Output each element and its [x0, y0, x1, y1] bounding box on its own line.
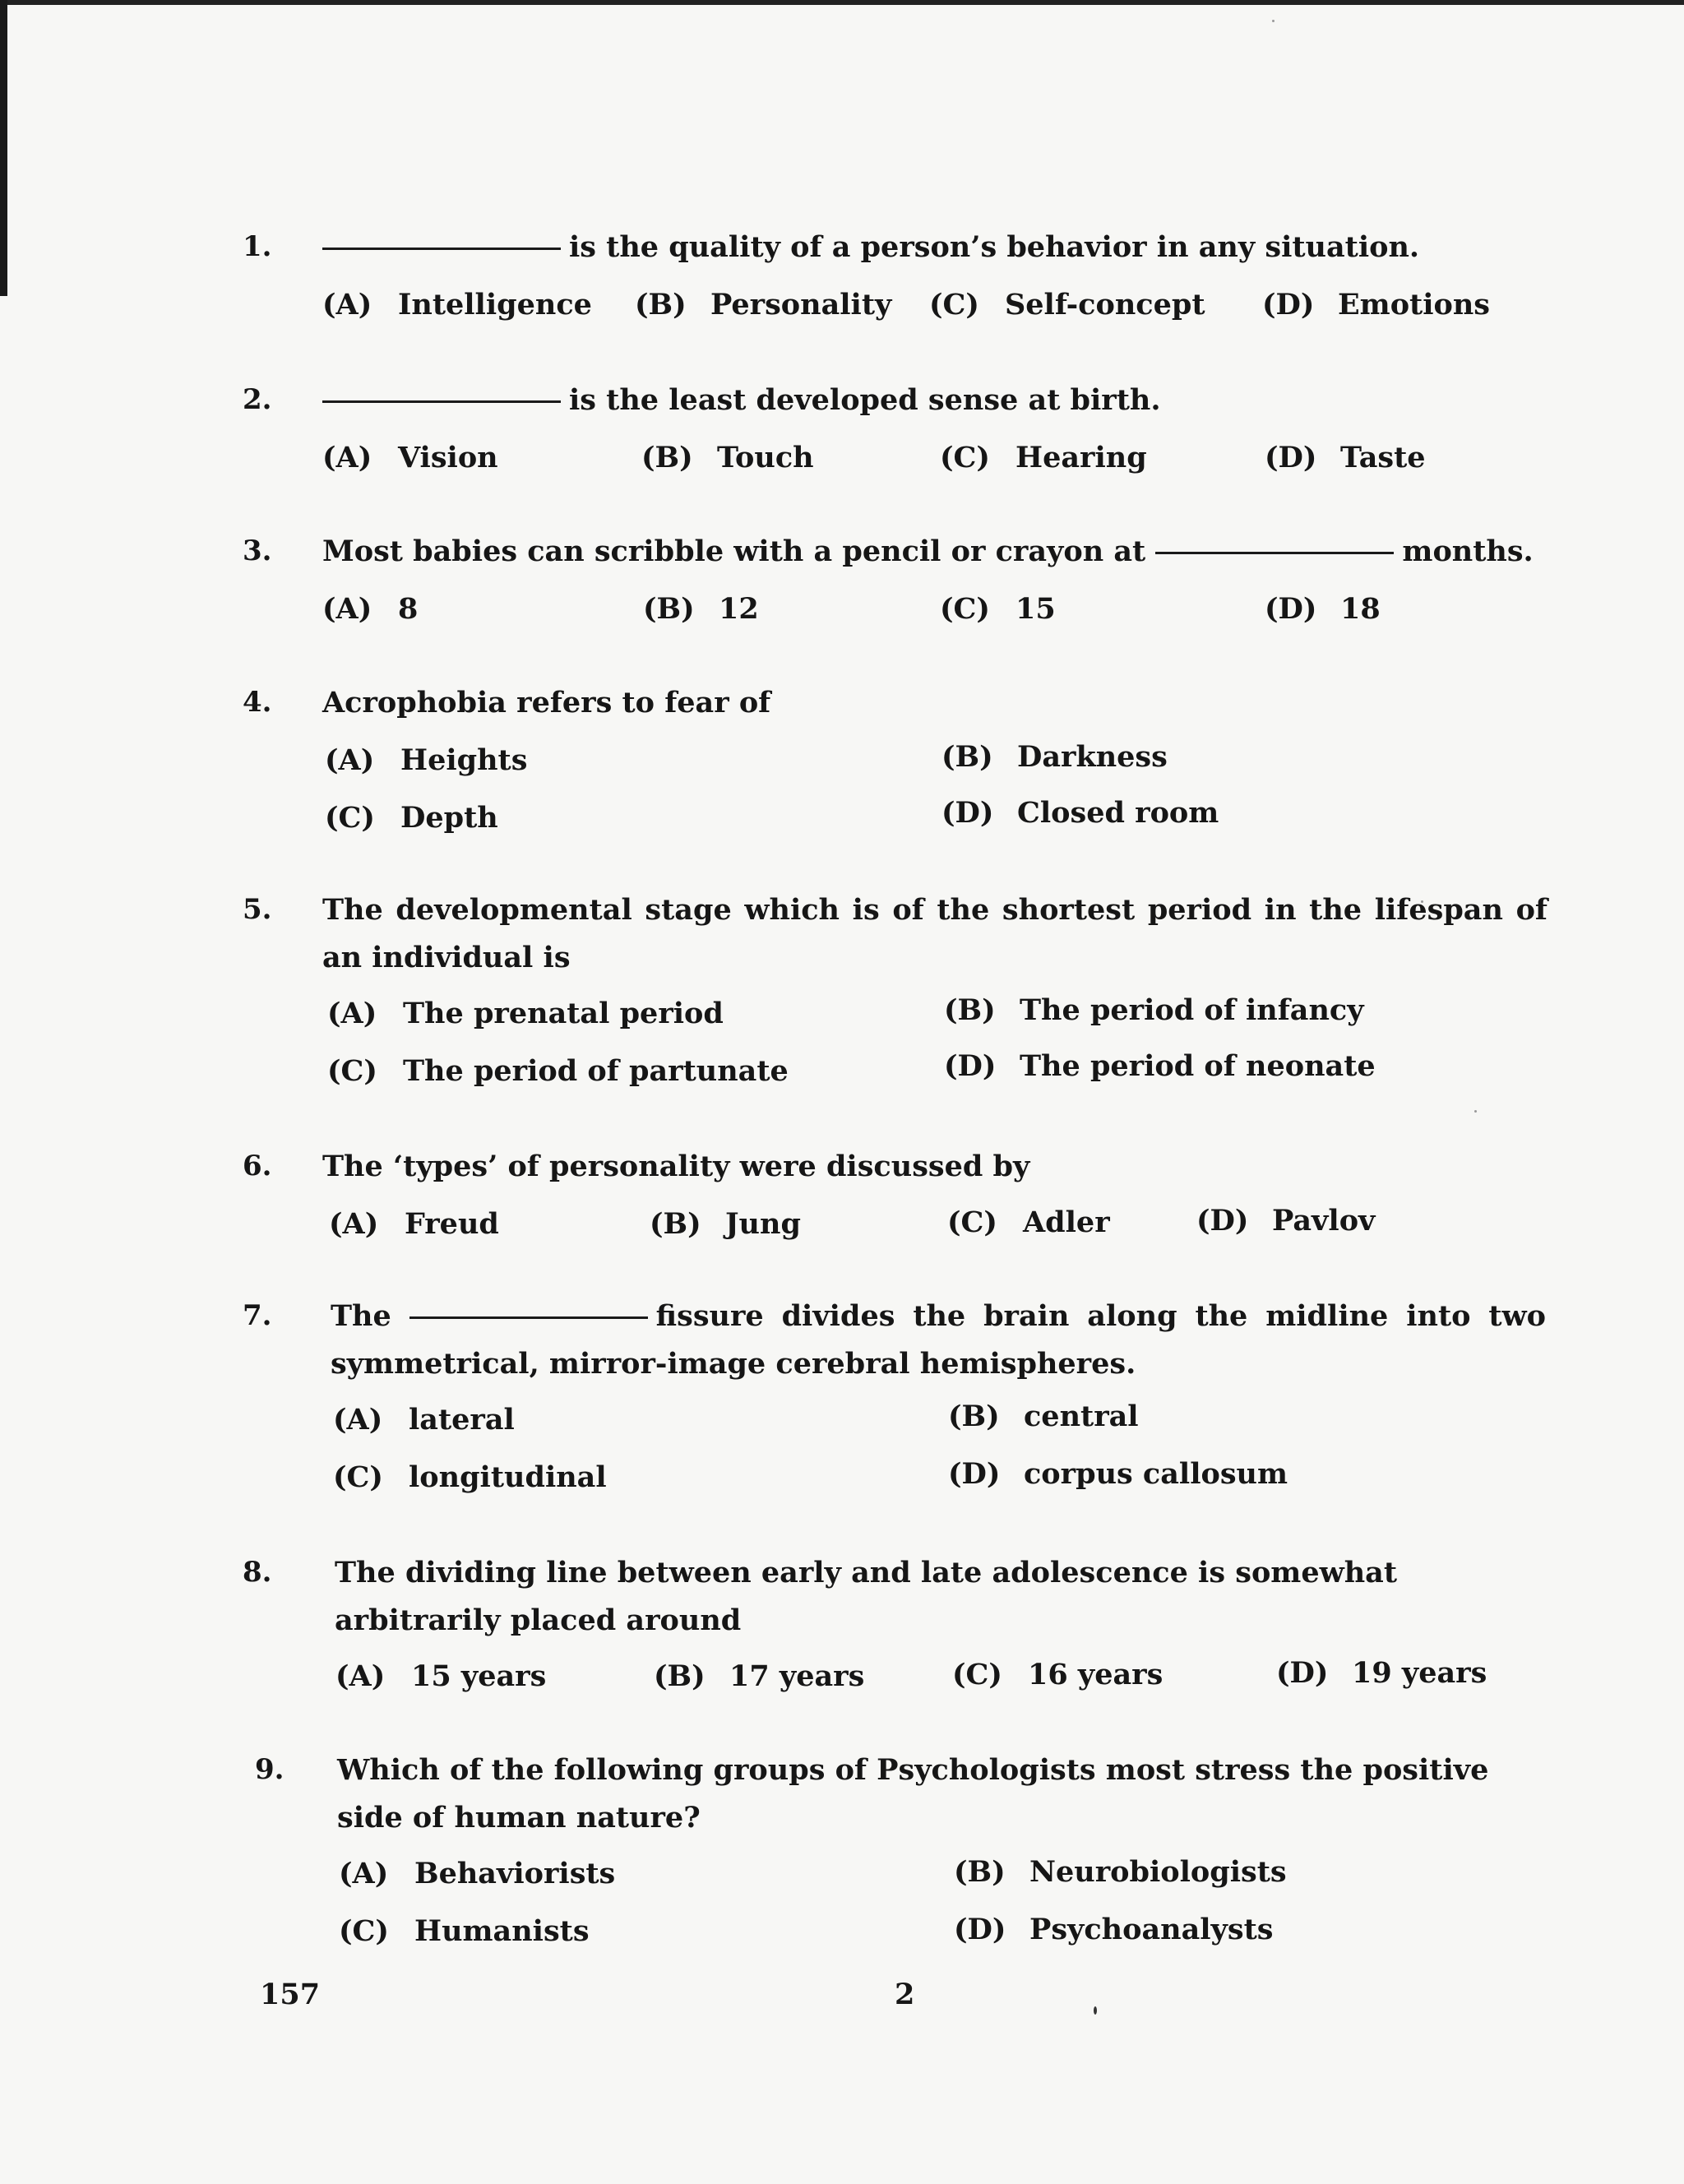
question-number: 1. — [243, 230, 272, 263]
question-stem: The developmental stage which is of the shortest period in the lifespan of an individual is — [322, 893, 1548, 974]
question-number: 2. — [243, 383, 272, 416]
option-c: (C) Self-concept — [929, 288, 1205, 322]
scan-speck — [1272, 20, 1275, 22]
question-number: 7. — [243, 1299, 272, 1332]
option-c: (C) Hearing — [940, 441, 1147, 474]
fill-blank — [322, 400, 561, 403]
option-b: (B) Neurobiologists — [954, 1855, 1287, 1889]
option-c: (C) longitudinal — [333, 1460, 607, 1494]
option-c: (C) Depth — [325, 801, 498, 835]
option-b: (B) Touch — [641, 441, 814, 474]
option-d: (D) 18 — [1265, 592, 1381, 626]
scan-mark — [1094, 2006, 1097, 2015]
question-number: 5. — [243, 893, 272, 926]
option-b: (B) 17 years — [654, 1659, 865, 1693]
question-number: 8. — [243, 1556, 272, 1589]
option-c: (C) 16 years — [952, 1658, 1164, 1691]
option-a: (A) lateral — [333, 1403, 515, 1437]
option-b: (B) The period of infancy — [944, 993, 1364, 1027]
fill-blank — [322, 248, 561, 250]
question-stem: The fissure divides the brain along the midline into two symmetrical, mirror-image cerebral hemispheres. — [331, 1299, 1547, 1381]
scan-top-edge — [0, 0, 1684, 5]
option-a: (A) 8 — [322, 592, 419, 626]
option-d: (D) The period of neonate — [944, 1049, 1376, 1083]
option-b: (B) Jung — [650, 1207, 801, 1241]
fill-blank — [1155, 552, 1394, 554]
question-stem: is the quality of a person’s behavior in any situation. — [322, 224, 1548, 271]
option-d: (D) Taste — [1265, 441, 1426, 474]
option-c: (C) 15 — [940, 592, 1056, 626]
scan-left-edge — [0, 0, 7, 296]
option-b: (B) 12 — [643, 592, 759, 626]
question-stem: Most babies can scribble with a pencil or crayon at months. — [322, 534, 1534, 568]
fill-blank — [409, 1316, 648, 1319]
option-a: (A) Heights — [325, 743, 528, 777]
option-a: (A) Behaviorists — [339, 1857, 616, 1890]
option-d: (D) Psychoanalysts — [954, 1913, 1274, 1946]
option-c: (C) Adler — [947, 1205, 1110, 1239]
question-stem: Acrophobia refers to fear of — [322, 686, 771, 720]
question-stem: Which of the following groups of Psychologists most stress the positive side of human nature? — [337, 1753, 1489, 1835]
option-a: (A) 15 years — [335, 1659, 547, 1693]
option-a: (A) Intelligence — [322, 288, 592, 322]
option-c: (C) Humanists — [339, 1914, 590, 1948]
option-b: (B) Personality — [635, 288, 892, 322]
scan-speck — [1474, 1110, 1477, 1113]
option-b: (B) central — [948, 1400, 1139, 1433]
question-number: 9. — [255, 1753, 285, 1786]
option-d: (D) corpus callosum — [948, 1457, 1288, 1491]
question-stem: The ‘types’ of personality were discussed by — [322, 1150, 1030, 1183]
option-d: (D) Closed room — [941, 796, 1219, 830]
question-number: 4. — [243, 686, 272, 719]
question-number: 6. — [243, 1150, 272, 1182]
question-number: 3. — [243, 534, 272, 567]
option-d: (D) Emotions — [1262, 288, 1491, 322]
page-number: 2 — [895, 1978, 915, 2011]
option-a: (A) Vision — [322, 441, 498, 474]
option-a: (A) The prenatal period — [327, 997, 724, 1030]
question-stem: The dividing line between early and late adolescence is somewhat arbitrarily placed around — [335, 1556, 1398, 1637]
option-b: (B) Darkness — [941, 740, 1168, 774]
booklet-code: 157 — [260, 1978, 321, 2011]
option-d: (D) Pavlov — [1196, 1204, 1376, 1238]
question-stem: is the least developed sense at birth. — [322, 377, 1548, 424]
option-c: (C) The period of partunate — [327, 1054, 789, 1088]
option-a: (A) Freud — [329, 1207, 499, 1241]
option-d: (D) 19 years — [1276, 1656, 1487, 1690]
